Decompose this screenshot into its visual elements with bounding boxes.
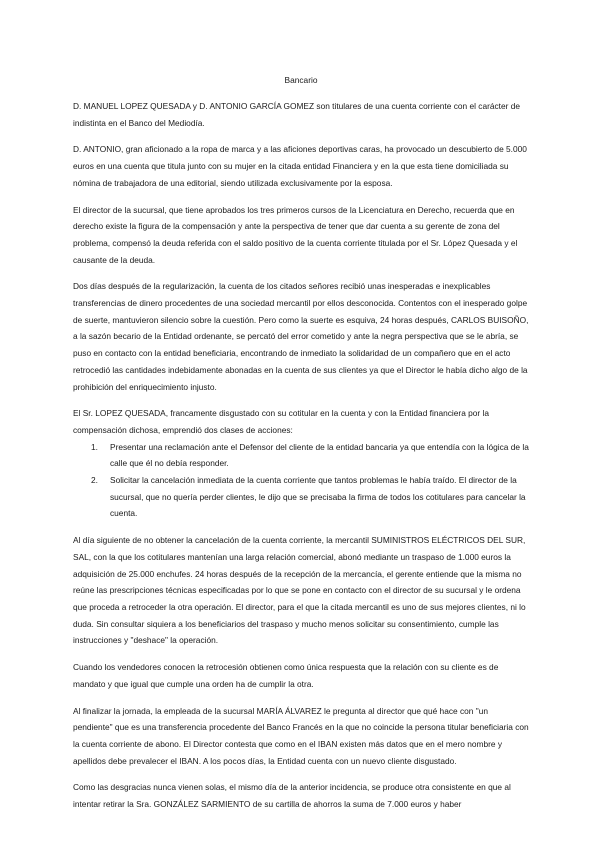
paragraph-3: El director de la sucursal, que tiene aprobados los tres primeros cursos de la Licenciatura en Derecho, recuerda que en derecho existe la figura de la compensación y ante la perspectiva de tener que dar cuenta a su gerente de zona del problema, compensó la deuda referida con el saldo positivo de la cuenta corriente titulada por el Sr. López Quesada y el causante de la deuda.: [73, 204, 518, 265]
paragraph-6: Al día siguiente de no obtener la cancelación de la cuenta corriente, la mercantil SUMINISTROS ELÉCTRICOS DEL SUR, SAL, con la que los cotitulares mantenían una larga relación comercial, abonó mediante un traspaso de 1.000 euros la adquisición de 25.000 enchufes. 24 horas después de la recepción de la mercancía, el gerente entiende que la misma no reúne las prescripciones técnicas especificadas por lo que se pone en contacto con el director de su sucursal y le ordena que proceda a retroceder la otra operación. El director, para el que la citada mercantil es uno de sus mejores clientes, ni lo duda. Sin consultar siquiera a los beneficiarios del traspaso y mucho menos solicitar su consentimiento, cumple las instrucciones y "deshace" la operación.: [73, 535, 526, 646]
paragraph-1: D. MANUEL LOPEZ QUESADA y D. ANTONIO GARCÍA GOMEZ son titulares de una cuenta corriente con el carácter de indistinta en el Banco del Mediodía.: [73, 101, 521, 128]
paragraph-5: El Sr. LOPEZ QUESADA, francamente disgustado con su cotitular en la cuenta y con la Entidad financiera por la compensación dichosa, emprendió dos clases de acciones:: [73, 408, 490, 435]
list-item: [73, 439, 529, 472]
paragraph-2: D. ANTONIO, gran aficionado a la ropa de marca y a las aficiones deportivas caras, ha provocado un descubierto de 5.000 euros en una cuenta que titula junto con su mujer en la citada entidad Financiera y en la que esta tiene domiciliada su nómina de trabajadora de una editorial, siendo utilizada exclusivamente por la esposa.: [73, 144, 527, 188]
list-number: 1.: [91, 441, 98, 452]
paragraph-4: Dos días después de la regularización, la cuenta de los citados señores recibió unas inesperadas e inexplicables transferencias de dinero procedentes de una sociedad mercantil por ellos desconocida. Contentos con el inesperado golpe de suerte, mantuvieron silencio sobre la cuestión. Pero como la suerte es esquiva, 24 horas después, CARLOS BUISOÑO, a la sazón becario de la Entidad ordenante, se percató del error cometido y ante la negra perspectiva que se le abría, se puso en contacto con la entidad beneficiaria, encontrando de inmediato la solidaridad de un compañero que en el acto retrocedió las cantidades indebidamente abonadas en la cuenta de sus clientes ya que el Director le había dicho algo de la prohibición del enriquecimiento injusto.: [73, 281, 529, 392]
list-item: [73, 472, 529, 522]
document-page: [73, 72, 529, 823]
paragraph-9: Como las desgracias nunca vienen solas, el mismo día de la anterior incidencia, se produce otra consistente en que al intentar retirar la Sra. GONZÁLEZ SARMIENTO de su cartilla de ahorros la suma de 7.000 euros y haber: [73, 782, 511, 810]
paragraph-7: Cuando los vendedores conocen la retrocesión obtienen como única respuesta que la relación con su cliente es de mandato y que igual que cumple una orden ha de cumplir la otra.: [73, 662, 499, 689]
actions-list: [73, 439, 529, 523]
list-item-text: Presentar una reclamación ante el Defensor del cliente de la entidad bancaria ya que entendía con la lógica de la calle que él no debía responder.: [110, 441, 529, 469]
paragraph-8: Al finalizar la jornada, la empleada de la sucursal MARÍA ÁLVAREZ le pregunta al director que qué hace con "un pendiente" que es una transferencia procedente del Banco Francés en la que no coincide la persona titular beneficiaria con la cuenta corriente de abono. El Director contesta que como en el IBAN existen más datos que en el mero nombre y apellidos debe prevalecer el IBAN. A los pocos días, la Entidad cuenta con un nuevo cliente disgustado.: [73, 705, 529, 766]
list-item-text: Solicitar la cancelación inmediata de la cuenta corriente que tantos problemas le había traído. El director de la sucursal, que no quería perder clientes, le dijo que se precisaba la firma de todos los cotitulares para cancelar la cuenta.: [110, 475, 526, 519]
list-number: 2.: [91, 475, 98, 486]
document-title: Bancario: [284, 75, 318, 85]
